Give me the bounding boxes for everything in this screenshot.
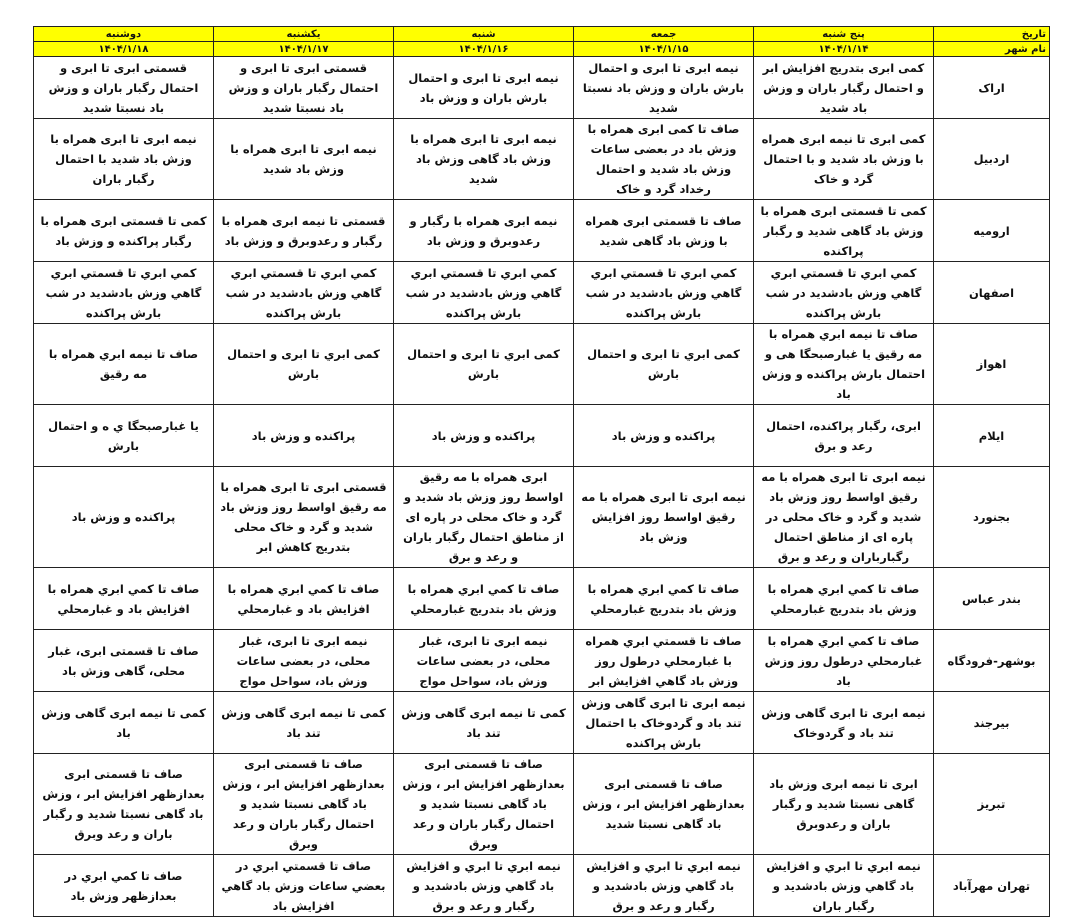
- city-name-cell: تهران مهرآباد: [934, 855, 1050, 917]
- forecast-cell: کمی ابری بتدریج افزایش ابر و احتمال رگبار باران و وزش باد شدید: [754, 57, 934, 119]
- forecast-cell: نیمه ابری تا ابری، غبار محلی، در بعضی ساعات وزش باد، سواحل مواج: [214, 630, 394, 692]
- forecast-cell: ابری تا نیمه ابری وزش باد گاهی نسبتا شدید و رگبار باران و رعدوبرق: [754, 754, 934, 855]
- forecast-cell: صاف تا قسمتی ابری بعدازظهر افزایش ابر ، وزش باد گاهی نسبتا شدید و رگبار باران و رعد وبرق: [34, 754, 214, 855]
- forecast-cell: ابری، رگبار پراکنده، احتمال رعد و برق: [754, 405, 934, 467]
- city-name-cell: بیرجند: [934, 692, 1050, 754]
- weather-forecast-table: [33, 26, 1050, 917]
- forecast-cell: کمی ابري تا ابری و احتمال بارش: [574, 324, 754, 405]
- forecast-cell: کمی تا نیمه ابری گاهی وزش تند باد: [214, 692, 394, 754]
- forecast-cell: پراکنده و وزش باد: [574, 405, 754, 467]
- forecast-cell: صاف تا نيمه ابري همراه با مه رقيق: [34, 324, 214, 405]
- day-header: جمعه: [574, 27, 754, 42]
- city-label-cell: نام شهر: [934, 42, 1050, 57]
- forecast-cell: صاف تا قسمتی ابری بعدازظهر افزایش ابر ، وزش باد گاهی نسبتا شدید و احتمال رگبار باران و رعد وبرق: [214, 754, 394, 855]
- city-name-cell: بندر عباس: [934, 568, 1050, 630]
- forecast-cell: نیمه ابری تا ابری گاهی وزش تند باد و گردوخاک: [754, 692, 934, 754]
- forecast-cell: قسمتی ابری تا ابری و احتمال رگبار باران و وزش باد نسبتا شدید: [34, 57, 214, 119]
- forecast-cell: يا غبارصبحگا ي ه و احتمال بارش: [34, 405, 214, 467]
- forecast-cell: کمي ابري تا قسمتي ابري گاهي وزش بادشديد در شب بارش پراکنده: [214, 262, 394, 324]
- forecast-cell: ابری همراه با مه رقیق اواسط روز وزش باد شدید و گرد و خاک محلی در پاره ای از مناطق احتمال رگبار باران و رعد و برق: [394, 467, 574, 568]
- forecast-cell: نیمه ابری تا ابری همراه با مه رقیق اواسط روز وزش باد شدید و گرد و خاک محلی در پاره ای از مناطق احتمال رگبارباران و رعد و برق: [754, 467, 934, 568]
- table-row: [34, 324, 1050, 405]
- forecast-cell: قسمتی تا نیمه ابری همراه با رگبار و رعدوبرق و وزش باد: [214, 200, 394, 262]
- forecast-cell: کمی تا نیمه ابری گاهی وزش باد: [34, 692, 214, 754]
- forecast-cell: نیمه ابری تا ابری همراه با وزش باد شدید: [214, 119, 394, 200]
- city-name-cell: ارومیه: [934, 200, 1050, 262]
- forecast-cell: نیمه ابری تا ابری همراه با وزش باد شدید با احتمال رگبار باران: [34, 119, 214, 200]
- forecast-cell: کمی ابري تا ابری و احتمال بارش: [394, 324, 574, 405]
- forecast-cell: صاف تا قسمتی ابری همراه با وزش باد گاهی شدید: [574, 200, 754, 262]
- date-header: ۱۴۰۴/۱/۱۵: [574, 42, 754, 57]
- table-row: [34, 200, 1050, 262]
- forecast-cell: صاف تا قسمتی ابری، غبار محلی، گاهی وزش باد: [34, 630, 214, 692]
- forecast-cell: کمی ابری تا نیمه ابری همراه با وزش باد شدید و با احتمال گرد و خاک: [754, 119, 934, 200]
- table-row: [34, 855, 1050, 917]
- forecast-cell: صاف تا کمی ابری همراه با وزش باد در بعضی ساعات وزش باد شدید و احتمال رخداد گرد و خاک: [574, 119, 754, 200]
- forecast-cell: کمي ابري تا قسمتي ابري گاهي وزش بادشديد در شب بارش پراکنده: [754, 262, 934, 324]
- day-header: یکشنبه: [214, 27, 394, 42]
- forecast-cell: قسمتی ابری تا ابری همراه با مه رقیق اواسط روز وزش باد شدید و گرد و خاک محلی بتدریج کاهش ابر: [214, 467, 394, 568]
- forecast-cell: پراکنده و وزش باد: [34, 467, 214, 568]
- table-row: [34, 568, 1050, 630]
- forecast-cell: کمی تا نیمه ابری گاهی وزش تند باد: [394, 692, 574, 754]
- forecast-cell: صاف تا کمي ابري همراه با وزش باد بتدريج غبارمحلي: [574, 568, 754, 630]
- forecast-cell: کمي ابري تا قسمتي ابري گاهي وزش بادشديد در شب بارش پراکنده: [394, 262, 574, 324]
- city-name-cell: اردبیل: [934, 119, 1050, 200]
- date-header: ۱۴۰۴/۱/۱۶: [394, 42, 574, 57]
- forecast-cell: نیمه ابری تا ابری همراه با وزش باد گاهی وزش باد شدید: [394, 119, 574, 200]
- forecast-cell: صاف تا کمي ابري همراه با افزايش باد و غبارمحلي: [34, 568, 214, 630]
- forecast-cell: نیمه ابری تا ابری همراه با مه رقیق اواسط روز افزایش وزش باد: [574, 467, 754, 568]
- day-header: دوشنبه: [34, 27, 214, 42]
- date-label-cell: تاریخ: [934, 27, 1050, 42]
- city-name-cell: ایلام: [934, 405, 1050, 467]
- header-row-dates: [34, 42, 1050, 57]
- forecast-cell: کمی ابري تا ابری و احتمال بارش: [214, 324, 394, 405]
- table-row: [34, 405, 1050, 467]
- table-row: [34, 262, 1050, 324]
- forecast-cell: نيمه ابري تا ابري و افزايش باد گاهي وزش بادشديد و رگبار و رعد و برق: [574, 855, 754, 917]
- forecast-cell: نيمه ابري تا ابري و افزايش باد گاهي وزش بادشديد و رگبار و رعد و برق: [394, 855, 574, 917]
- table-row: [34, 57, 1050, 119]
- date-header: ۱۴۰۴/۱/۱۸: [34, 42, 214, 57]
- header-row-days: [34, 27, 1050, 42]
- forecast-cell: صاف تا قسمتی ابری بعدازظهر افزایش ابر ، وزش باد گاهی نسبتا شدید و احتمال رگبار باران و رعد وبرق: [394, 754, 574, 855]
- forecast-cell: پراکنده و وزش باد: [394, 405, 574, 467]
- forecast-cell: صاف تا کمي ابري همراه با غبارمحلي درطول روز وزش باد: [754, 630, 934, 692]
- forecast-cell: نيمه ابري تا ابري و افزايش باد گاهي وزش بادشديد و رگبار باران: [754, 855, 934, 917]
- date-header: ۱۴۰۴/۱/۱۴: [754, 42, 934, 57]
- forecast-cell: کمی تا قسمتی ابری همراه با وزش باد گاهی شدید و رگبار پراکنده: [754, 200, 934, 262]
- day-header: شنبه: [394, 27, 574, 42]
- forecast-cell: صاف تا قسمتی ابری بعدازظهر افزایش ابر ، وزش باد گاهی نسبتا شدید: [574, 754, 754, 855]
- city-name-cell: اراک: [934, 57, 1050, 119]
- forecast-cell: کمي ابري تا قسمتي ابري گاهي وزش بادشديد در شب بارش پراکنده: [34, 262, 214, 324]
- city-name-cell: اهواز: [934, 324, 1050, 405]
- forecast-cell: نیمه ابری تا ابری و احتمال بارش باران و وزش باد نسبتا شدید: [574, 57, 754, 119]
- forecast-cell: صاف تا کمي ابري همراه با وزش باد بتدريج غبارمحلي: [754, 568, 934, 630]
- forecast-cell: نیمه ابری تا ابری و احتمال بارش باران و وزش باد: [394, 57, 574, 119]
- forecast-cell: کمي ابري تا قسمتي ابري گاهي وزش بادشديد در شب بارش پراکنده: [574, 262, 754, 324]
- forecast-cell: پراکنده و وزش باد: [214, 405, 394, 467]
- city-name-cell: بوشهر-فرودگاه: [934, 630, 1050, 692]
- table-row: [34, 119, 1050, 200]
- forecast-cell: نیمه ابری تا ابری، غبار محلی، در بعضی ساعات وزش باد، سواحل مواج: [394, 630, 574, 692]
- table-row: [34, 754, 1050, 855]
- forecast-cell: صاف تا قسمتي ابري در بعضي ساعات وزش باد گاهي افزايش باد: [214, 855, 394, 917]
- forecast-cell: صاف تا کمي ابري همراه با وزش باد بتدريج غبارمحلي: [394, 568, 574, 630]
- city-name-cell: تبریز: [934, 754, 1050, 855]
- city-name-cell: اصفهان: [934, 262, 1050, 324]
- day-header: پنج شنبه: [754, 27, 934, 42]
- forecast-table-wrapper: [33, 26, 1049, 917]
- forecast-cell: کمی تا قسمتی ابری همراه با رگبار پراکنده و وزش باد: [34, 200, 214, 262]
- forecast-cell: قسمتی ابری تا ابری و احتمال رگبار باران و وزش باد نسبتا شدید: [214, 57, 394, 119]
- city-name-cell: بجنورد: [934, 467, 1050, 568]
- forecast-cell: نیمه ابری همراه با رگبار و رعدوبرق و وزش باد: [394, 200, 574, 262]
- table-row: [34, 467, 1050, 568]
- table-row: [34, 692, 1050, 754]
- table-row: [34, 630, 1050, 692]
- forecast-cell: نیمه ابری تا ابری گاهی وزش تند باد و گردوخاک با احتمال بارش پراکنده: [574, 692, 754, 754]
- forecast-cell: صاف تا نيمه ابري همراه با مه رقيق يا غبارصبحگا هی و احتمال بارش پراکنده و وزش باد: [754, 324, 934, 405]
- date-header: ۱۴۰۴/۱/۱۷: [214, 42, 394, 57]
- forecast-cell: صاف تا قسمتي ابري همراه با غبارمحلي درطول روز وزش باد گاهي افزايش ابر: [574, 630, 754, 692]
- forecast-cell: صاف تا کمي ابري در بعدازظهر وزش باد: [34, 855, 214, 917]
- forecast-cell: صاف تا کمي ابري همراه با افزايش باد و غبارمحلي: [214, 568, 394, 630]
